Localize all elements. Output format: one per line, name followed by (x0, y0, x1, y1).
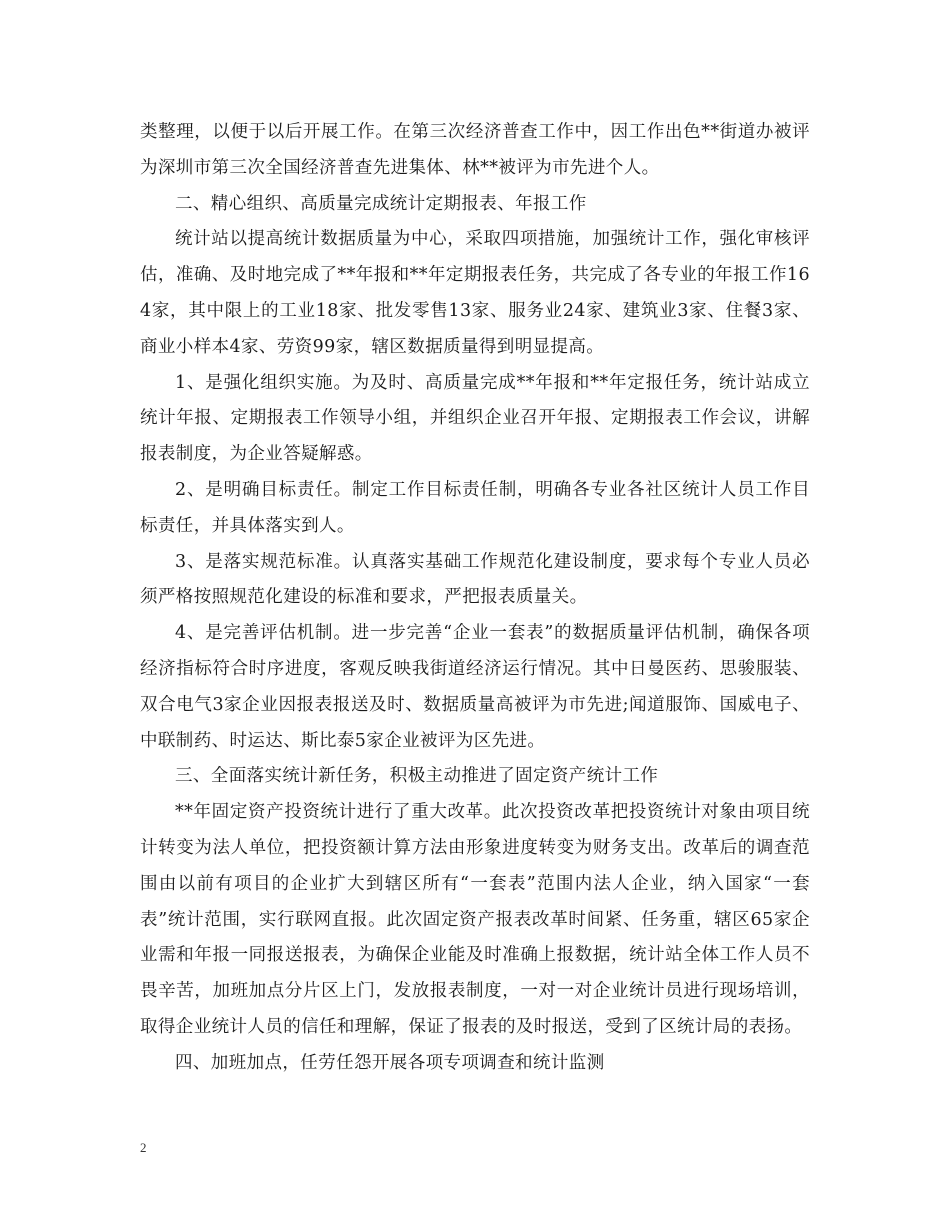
section-heading-4: 四、加班加点，任劳任怨开展各项专项调查和统计监测 (175, 1052, 605, 1073)
paragraph-7: 4、是完善评估机制。进一步完善“企业一套表”的数据质量评估机制，确保各项经济指标符合时序进度，客观反映我街道经济运行情况。其中日曼医药、思骏服装、双合电气3家企业因报表报送及时、数据质量高被评为市先进;闻道服饰、国威电子、中联制药、时运达、斯比泰5家企业被评为区先进。 (140, 623, 810, 751)
paragraph-6: 3、是落实规范标准。认真落实基础工作规范化建设制度，要求每个专业人员必须严格按照规范化建设的标准和要求，严把报表质量关。 (140, 551, 810, 608)
paragraph-1: 类整理，以便于以后开展工作。在第三次经济普查工作中，因工作出色**街道办被评为深圳市第三次全国经济普查先进集体、林**被评为市先进个人。 (140, 122, 810, 178)
page-number: 2 (140, 1140, 147, 1155)
section-heading-2: 二、精心组织、高质量完成统计定期报表、年报工作 (175, 193, 587, 214)
paragraph-4: 1、是强化组织实施。为及时、高质量完成**年报和**年定报任务，统计站成立统计年报、定期报表工作领导小组，并组织企业召开年报、定期报表工作会议，讲解报表制度，为企业答疑解惑。 (140, 372, 810, 465)
paragraph-5: 2、是明确目标责任。制定工作目标责任制，明确各专业各社区统计人员工作目标责任，并具体落实到人。 (140, 479, 810, 536)
paragraph-9: **年固定资产投资统计进行了重大改革。此次投资改革把投资统计对象由项目统计转变为法人单位，把投资额计算方法由形象进度转变为财务支出。改革后的调查范围由以前有项目的企业扩大到辖区所有“一套表”范围内法人企业，纳入国家“一套表”统计范围，实行联网直报。此次固定资产报表改革时间紧、任务重，辖区65家企业需和年报一同报送报表，为确保企业能及时准确上报数据，统计站全体工作人员不畏辛苦，加班加点分片区上门，发放报表制度，一对一对企业统计员进行现场培训，取得企业统计人员的信任和理解，保证了报表的及时报送，受到了区统计局的表扬。 (140, 802, 810, 1037)
document-body (140, 115, 810, 1082)
paragraph-3: 统计站以提高统计数据质量为中心，采取四项措施，加强统计工作，强化审核评估，准确、及时地完成了**年报和**年定期报表任务，共完成了各专业的年报工作164家，其中限上的工业18家、批发零售13家、服务业24家、建筑业3家、住餐3家、商业小样本4家、劳资99家，辖区数据质量得到明显提高。 (140, 229, 810, 357)
section-heading-3: 三、全面落实统计新任务，积极主动推进了固定资产统计工作 (175, 766, 659, 787)
